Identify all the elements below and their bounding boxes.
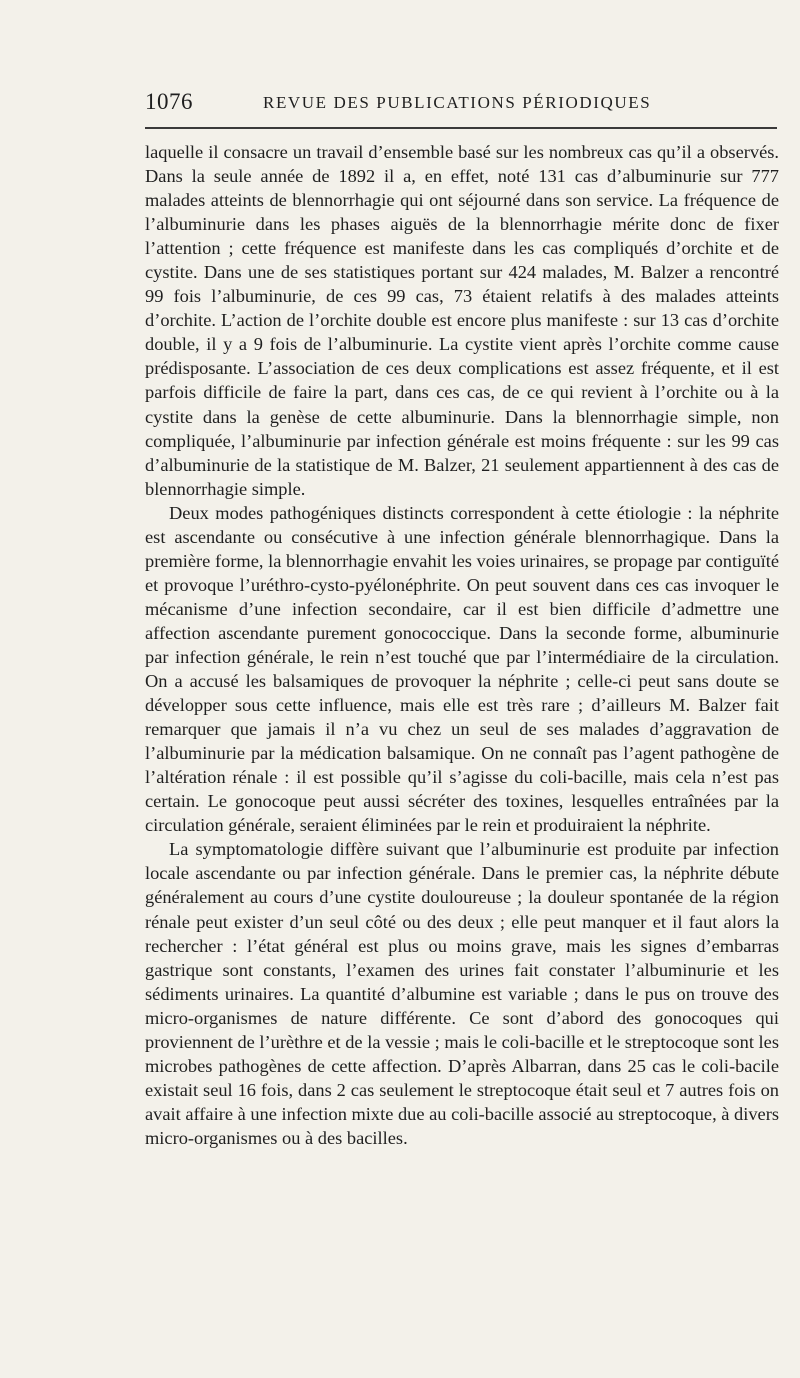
paragraph: La symptomatologie diffère suivant que l’albuminurie est produite par infection locale ascendante ou par infection générale. Dans le premier cas, la néphrite débute généralement au cours d’une cystite douloureuse ; la douleur spontanée de la région rénale peut exister d’un seul côté ou des deux ; elle peut manquer et il faut alors la rechercher : l’état général est plus ou moins grave, mais les signes d’embarras gastrique sont constants, l’examen des urines fait constater l’albuminurie et les sédiments urinaires. La quantité d’albumine est variable ; dans le pus on trouve des micro-organismes de nature différente. Ce sont d’abord des gonocoques qui proviennent de l’urèthre et de la vessie ; mais le coli-bacille et le streptocoque sont les microbes pathogènes de cette affection. D’après Albarran, dans 25 cas le coli-bacile existait seul 16 fois, dans 2 cas seulement le streptocoque était seul et 7 autres fois on avait affaire à une infection mixte due au coli-bacille associé au streptocoque, à divers micro-organismes ou à des bacilles. — [145, 839, 779, 1148]
body-text — [145, 140, 779, 1150]
header-rule — [145, 127, 777, 129]
running-title: REVUE DES PUBLICATIONS PÉRIODIQUES — [263, 93, 652, 112]
paragraph: laquelle il consacre un travail d’ensemble basé sur les nombreux cas qu’il a observés. Dans la seule année de 1892 il a, en effet, noté 131 cas d’albuminurie sur 777 malades atteints de blennorrhagie qui ont séjourné dans son service. La fréquence de l’albuminurie dans les phases aiguës de la blennorrhagie mérite donc de fixer l’attention ; cette fréquence est manifeste dans les cas compliqués d’orchite et de cystite. Dans une de ses statistiques portant sur 424 malades, M. Balzer a rencontré 99 fois l’albuminurie, de ces 99 cas, 73 étaient relatifs à des malades atteints d’orchite. L’action de l’orchite double est encore plus manifeste : sur 13 cas d’orchite double, il y a 9 fois de l’albuminurie. La cystite vient après l’orchite comme cause prédisposante. L’association de ces deux complications est assez fréquente, et il est parfois difficile de faire la part, dans ces cas, de ce qui revient à l’orchite ou à la cystite dans la genèse de cette albuminurie. Dans la blennorrhagie simple, non compliquée, l’albuminurie par infection générale est moins fréquente : sur les 99 cas d’albuminurie de la statistique de M. Balzer, 21 seulement appartiennent à des cas de blennorrhagie simple. — [145, 142, 779, 499]
running-head — [145, 88, 777, 118]
paragraph: Deux modes pathogéniques distincts correspondent à cette étiologie : la néphrite est ascendante ou consécutive à une infection générale blennorrhagique. Dans la première forme, la blennorrhagie envahit les voies urinaires, se propage par contiguïté et provoque l’uréthro-cysto-pyélonéphrite. On peut souvent dans ces cas invoquer le mécanisme d’une infection secondaire, car il est bien difficile d’admettre une affection ascendante purement gonococcique. Dans la seconde forme, albuminurie par infection générale, le rein n’est touché que par l’intermédiaire de la circulation. On a accusé les balsamiques de provoquer la néphrite ; celle-ci peut sans doute se développer sous cette influence, mais elle est très rare ; d’ailleurs M. Balzer fait remarquer que jamais il n’a vu chez un seul de ses malades d’aggravation de l’albuminurie par la médication balsamique. On ne connaît pas l’agent pathogène de l’altération rénale : il est possible qu’il s’agisse du coli-bacille, mais cela n’est pas certain. Le gonocoque peut aussi sécréter des toxines, lesquelles entraînées par la circulation générale, seraient éliminées par le rein et produiraient la néphrite. — [145, 502, 779, 836]
page-number: 1076 — [145, 89, 193, 114]
